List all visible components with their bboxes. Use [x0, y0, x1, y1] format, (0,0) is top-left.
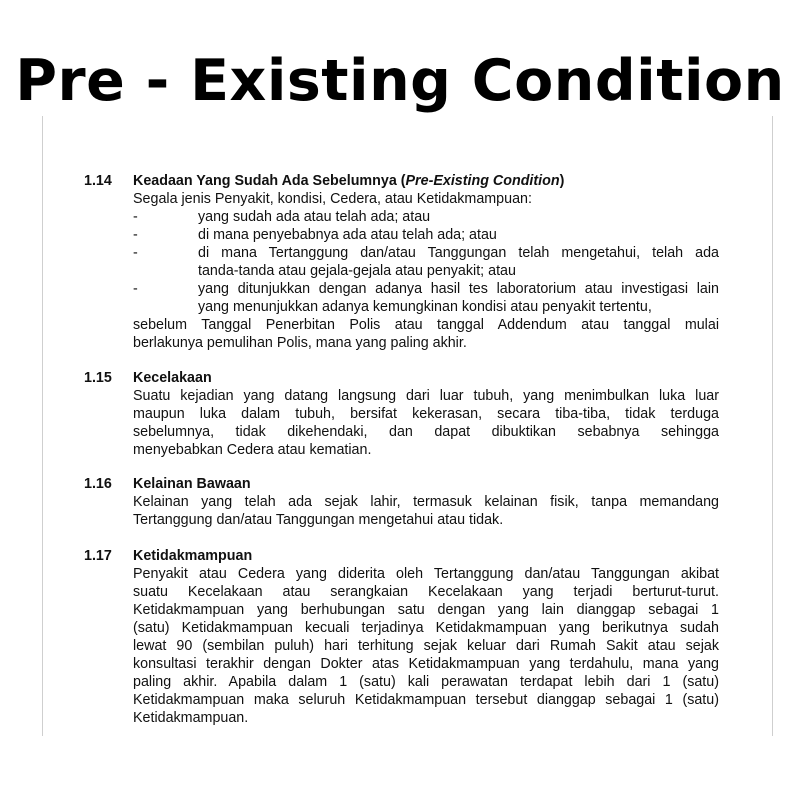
dash-marker: -: [133, 281, 138, 297]
paragraph-line: konsultasi terakhir dengan Dokter atas Ketidakmampuan yang terdahulu, mana yang: [133, 656, 719, 672]
dash-marker: -: [133, 245, 138, 261]
section-number: 1.16: [84, 476, 112, 492]
section-number: 1.15: [84, 370, 112, 386]
paragraph-line: Suatu kejadian yang datang langsung dari luar tubuh, yang menimbulkan luka luar: [133, 388, 719, 404]
paragraph-line: suatu Kecelakaan atau serangkaian Kecelakaan yang terjadi berturut-turut.: [133, 584, 719, 600]
paragraph-line: berlakunya pemulihan Polis, mana yang paling akhir.: [133, 335, 467, 351]
paragraph-line: Ketidakmampuan.: [133, 710, 249, 726]
section-heading: Ketidakmampuan: [133, 548, 253, 564]
section-heading: Keadaan Yang Sudah Ada Sebelumnya (Pre-Existing Condition): [133, 173, 565, 189]
paragraph-line: menyebabkan Cedera atau kematian.: [133, 442, 372, 458]
paragraph-line: Ketidakmampuan yang berhubungan satu dengan yang lain dianggap sebagai 1: [133, 602, 719, 618]
paragraph-line: di mana penyebabnya ada atau telah ada; atau: [198, 227, 497, 243]
bullet-item: [133, 226, 719, 244]
dash-marker: -: [133, 227, 138, 243]
section-number: 1.17: [84, 548, 112, 564]
bullet-item: [133, 280, 719, 316]
paragraph-line: Tertanggung dan/atau Tanggungan mengetahui atau tidak.: [133, 512, 504, 528]
paragraph-line: sebelum Tanggal Penerbitan Polis atau tanggal Addendum atau tanggal mulai: [133, 317, 719, 333]
section-heading: Kelainan Bawaan: [133, 476, 251, 492]
section-number: 1.14: [84, 173, 112, 189]
paragraph-line: sebelumnya, tidak dikehendaki, dan dapat dibuktikan sebabnya sehingga: [133, 424, 719, 440]
bullet-item: [133, 208, 719, 226]
paragraph-line: maupun luka dalam tubuh, bersifat kekerasan, secara tiba-tiba, tidak terduga: [133, 406, 719, 422]
document-left-border: [42, 116, 43, 736]
paragraph-line: Ketidakmampuan maka seluruh Ketidakmampuan tersebut dianggap sebagai 1 (satu): [133, 692, 719, 708]
section-heading: Kecelakaan: [133, 370, 212, 386]
dash-marker: -: [133, 209, 138, 225]
bullet-item: [133, 244, 719, 280]
document-right-border: [772, 116, 773, 736]
paragraph-line: di mana Tertanggung dan/atau Tanggungan telah mengetahui, telah ada: [198, 245, 719, 261]
paragraph-line: paling akhir. Apabila dalam 1 (satu) kali perawatan terdapat lebih dari 1 (satu): [133, 674, 719, 690]
paragraph-line: yang ditunjukkan dengan adanya hasil tes laboratorium atau investigasi lain: [198, 281, 719, 297]
section-intro: Segala jenis Penyakit, kondisi, Cedera, atau Ketidakmampuan:: [133, 191, 532, 207]
page-title: Pre - Existing Condition: [15, 48, 785, 114]
paragraph-line: yang sudah ada atau telah ada; atau: [198, 209, 431, 225]
paragraph-line: Kelainan yang telah ada sejak lahir, termasuk kelainan fisik, tanpa memandang: [133, 494, 719, 510]
paragraph-line: yang menunjukkan adanya kemungkinan kondisi atau penyakit tertentu,: [198, 299, 652, 315]
paragraph-line: tanda-tanda atau gejala-gejala atau penyakit; atau: [198, 263, 516, 279]
paragraph-line: (satu) Ketidakmampuan kecuali terjadinya Ketidakmampuan yang berikutnya sudah: [133, 620, 719, 636]
paragraph-line: lewat 90 (sembilan puluh) hari terhitung sejak keluar dari Rumah Sakit atau sejak: [133, 638, 719, 654]
paragraph-line: Penyakit atau Cedera yang diderita oleh Tertanggung dan/atau Tanggungan akibat: [133, 566, 719, 582]
